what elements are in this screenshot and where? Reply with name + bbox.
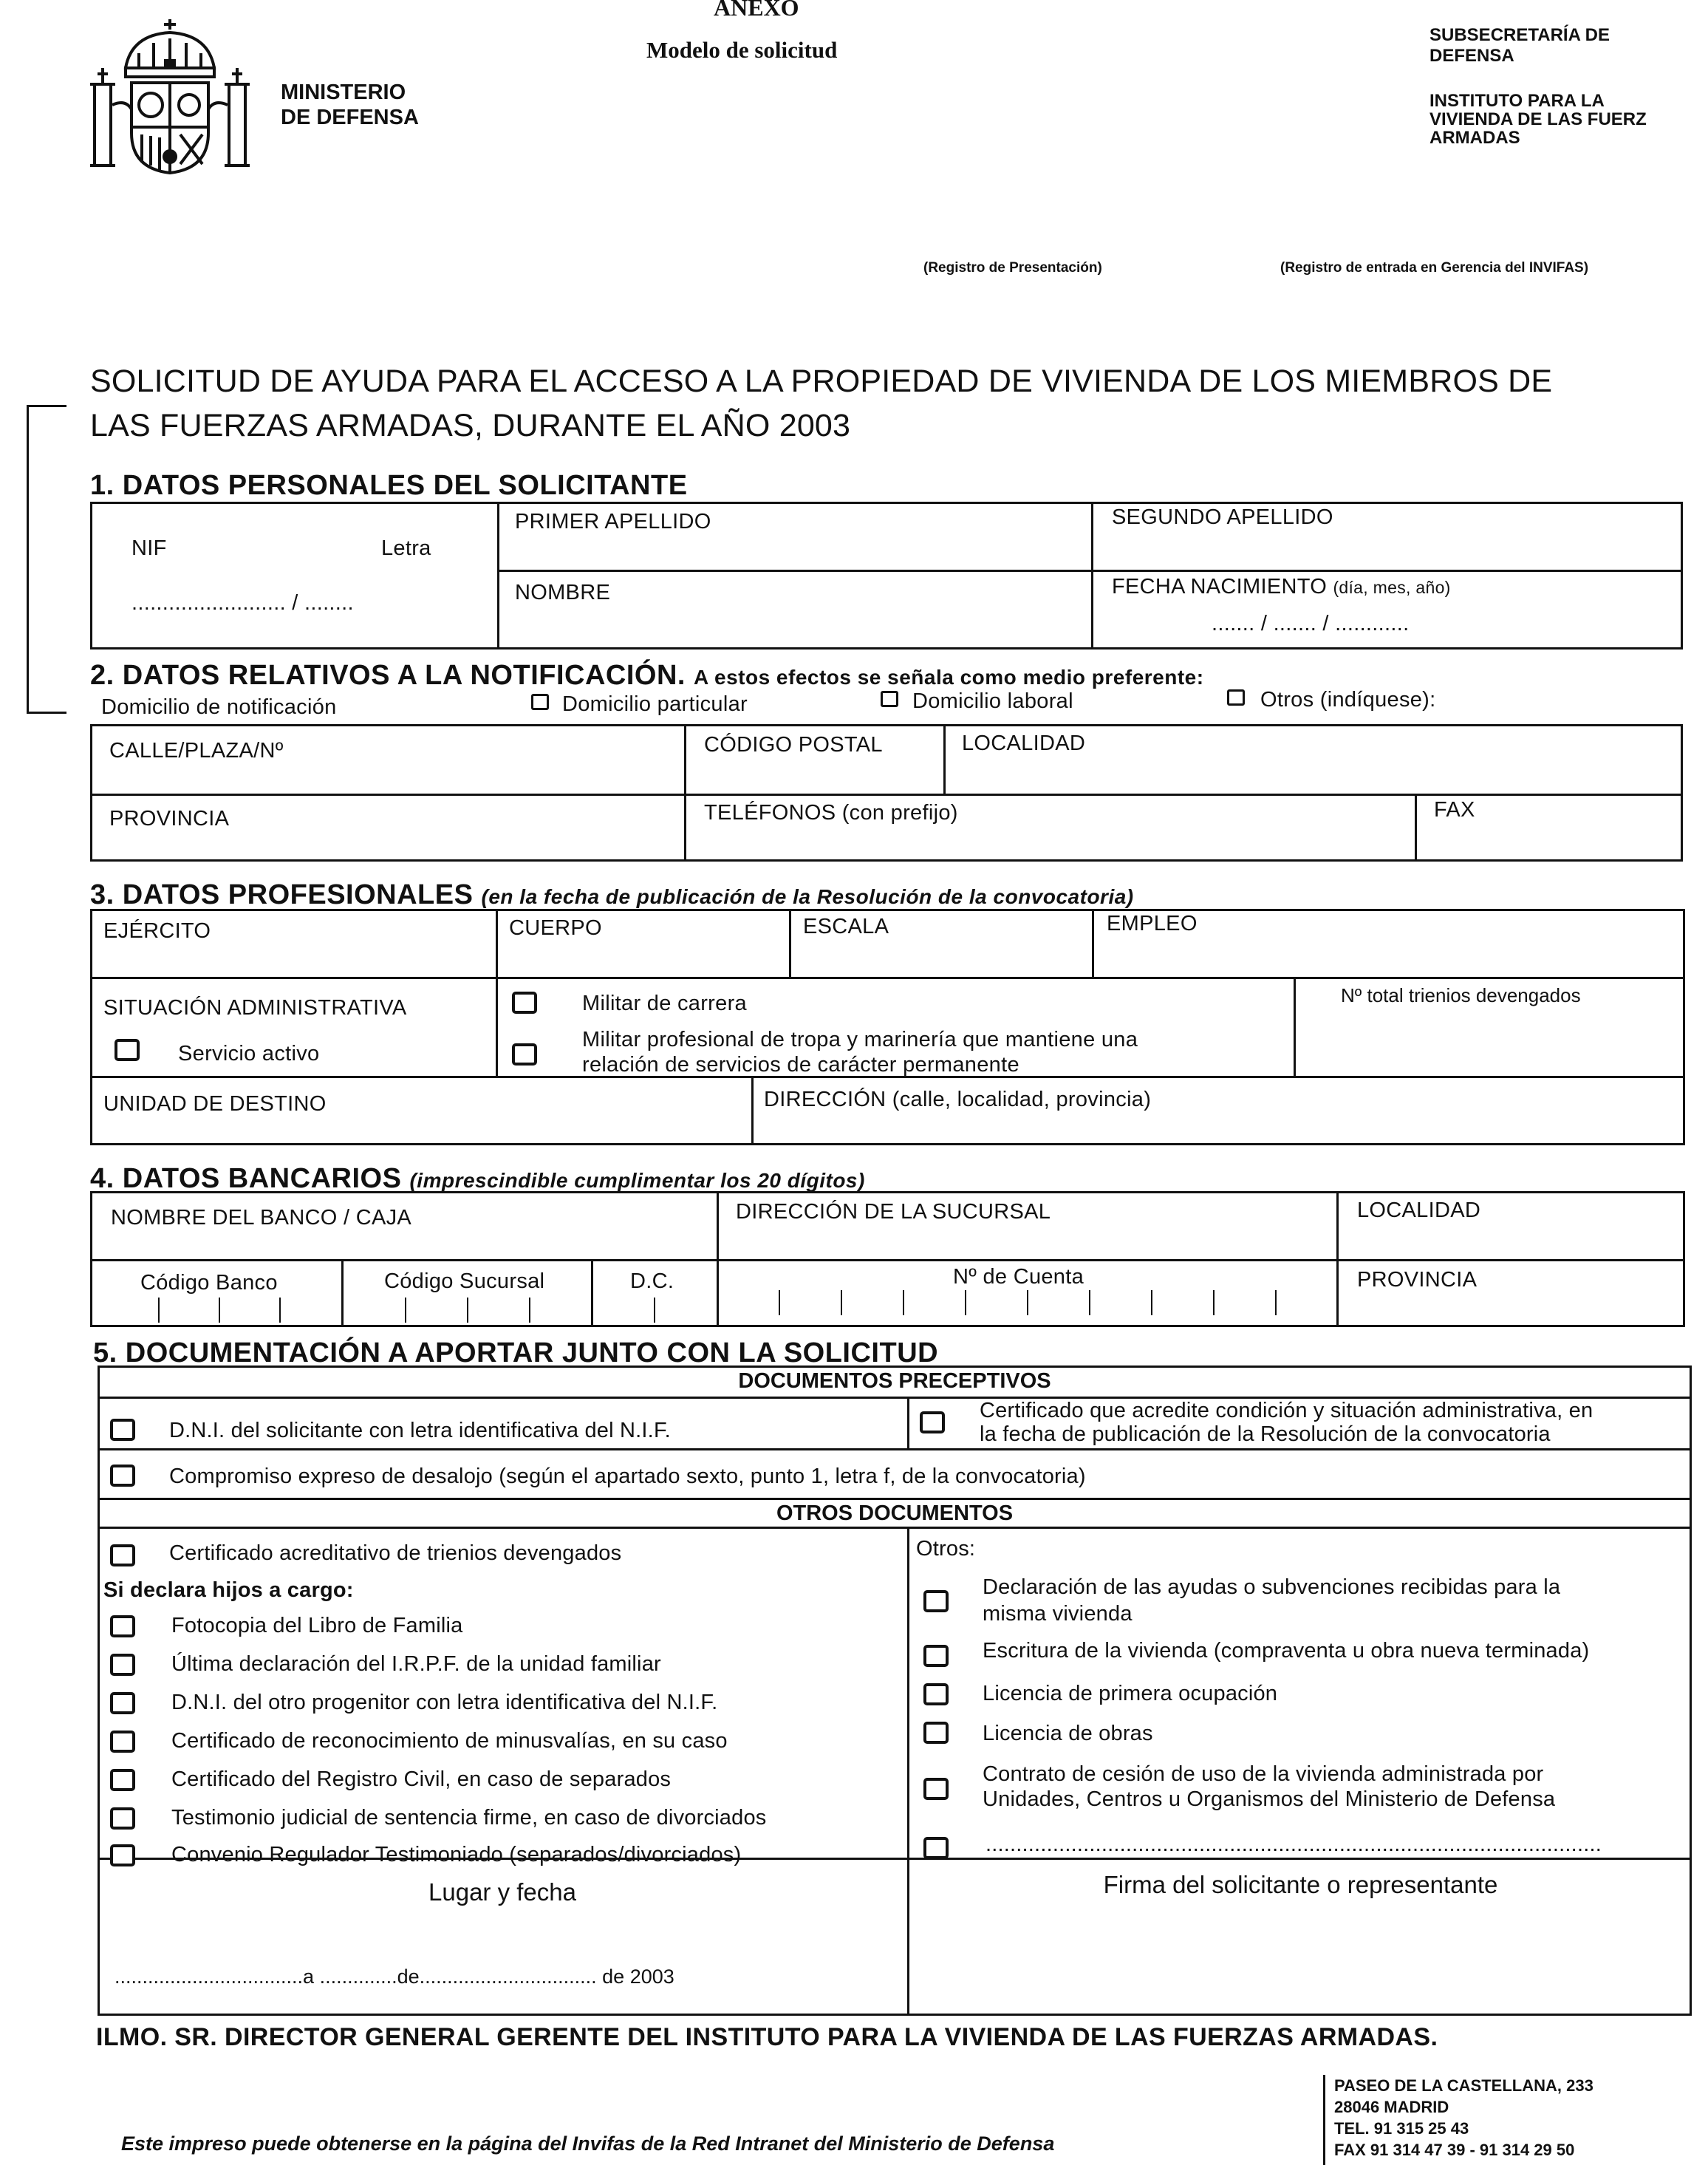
localidad-label: LOCALIDAD [962, 732, 1086, 755]
calle-input[interactable] [92, 766, 682, 792]
codigo-postal-input[interactable] [686, 761, 941, 792]
licencia-obras-checkbox[interactable] [923, 1722, 949, 1744]
trienios-checkbox[interactable] [110, 1544, 135, 1566]
section-3-heading: 3. DATOS PROFESIONALES (en la fecha de publicación de la Resolución de la convocatoria) [90, 879, 1134, 910]
libro-familia-checkbox[interactable] [110, 1615, 135, 1637]
domicilio-notificacion-label: Domicilio de notificación [101, 695, 337, 719]
fax-input[interactable] [1417, 826, 1681, 860]
servicio-activo-checkbox[interactable] [115, 1039, 140, 1061]
declaracion-ayudas-checkbox[interactable] [923, 1590, 949, 1612]
fecha-nacimiento-label: FECHA NACIMIENTO (día, mes, año) [1112, 575, 1451, 599]
contrato-cesion-label: Contrato de cesión de uso de la vivienda administrada por Unidades, Centros u Organismos del Ministerio de Defensa [983, 1762, 1556, 1811]
telefonos-label: TELÉFONOS (con prefijo) [704, 801, 958, 825]
form-title: SOLICITUD DE AYUDA PARA EL ACCESO A LA PROPIEDAD DE VIVIENDA DE LOS MIEMBROS DE LAS FUERZAS ARMADAS, DURANTE EL AÑO 2003 [90, 364, 1553, 443]
trienios-doc-label: Certificado acreditativo de trienios devengados [169, 1541, 622, 1565]
ejercito-input[interactable] [92, 946, 493, 975]
militar-tropa-checkbox[interactable] [512, 1043, 537, 1066]
nif-input[interactable]: ......................... / ........ [131, 591, 354, 615]
domicilio-particular-label: Domicilio particular [562, 692, 748, 716]
libro-familia-label: Fotocopia del Libro de Familia [171, 1614, 463, 1637]
compromiso-label: Compromiso expreso de desalojo (según el apartado sexto, punto 1, letra f, de la convocatoria) [169, 1465, 1086, 1488]
director-label: ILMO. SR. DIRECTOR GENERAL GERENTE DEL INSTITUTO PARA LA VIVIENDA DE LAS FUERZAS ARMADAS. [96, 2023, 1438, 2051]
nif-label: NIF [131, 536, 167, 560]
documentos-preceptivos-heading: DOCUMENTOS PRECEPTIVOS [738, 1369, 1051, 1393]
compromiso-checkbox[interactable] [110, 1465, 135, 1487]
lugar-fecha-label: Lugar y fecha [428, 1878, 576, 1906]
empleo-label: EMPLEO [1107, 912, 1198, 935]
lugar-fecha-input[interactable]: ..................................a ..............de................................ de 2003 [115, 1965, 674, 1988]
domicilio-laboral-label: Domicilio laboral [912, 689, 1073, 713]
direccion-sucursal-label: DIRECCIÓN DE LA SUCURSAL [736, 1200, 1051, 1224]
licencia-ocupacion-label: Licencia de primera ocupación [983, 1682, 1278, 1705]
codigo-banco-input[interactable] [92, 1295, 341, 1325]
irpf-checkbox[interactable] [110, 1654, 135, 1676]
convenio-checkbox[interactable] [110, 1844, 135, 1866]
section-4-heading: 4. DATOS BANCARIOS (imprescindible cumplimentar los 20 dígitos) [90, 1163, 865, 1194]
anexo-label: ANEXO [714, 0, 799, 21]
otros-doc-input[interactable]: ..................................................................................................... [985, 1832, 1602, 1856]
sentencia-label: Testimonio judicial de sentencia firme, en caso de divorciados [171, 1806, 767, 1830]
provincia-label: PROVINCIA [109, 807, 230, 831]
sentencia-checkbox[interactable] [110, 1807, 135, 1830]
ejercito-label: EJÉRCITO [103, 919, 211, 943]
direccion-input[interactable] [754, 1114, 1683, 1143]
trienios-label: Nº total trienios devengados [1341, 984, 1581, 1006]
direccion-sucursal-input[interactable] [719, 1228, 1334, 1258]
letra-label: Letra [381, 536, 431, 560]
unidad-destino-label: UNIDAD DE DESTINO [103, 1092, 327, 1116]
militar-tropa-label: Militar profesional de tropa y marinería que mantiene una relación de servicios de carácter permanente [582, 1028, 1138, 1077]
registro-presentacion-label: (Registro de Presentación) [923, 260, 1102, 276]
section-5-heading: 5. DOCUMENTACIÓN A APORTAR JUNTO CON LA SOLICITUD [93, 1337, 939, 1368]
fecha-nacimiento-input[interactable]: ....... / ....... / ............ [1212, 612, 1410, 635]
section-1-heading: 1. DATOS PERSONALES DEL SOLICITANTE [90, 470, 688, 501]
militar-carrera-label: Militar de carrera [582, 992, 747, 1015]
licencia-ocupacion-checkbox[interactable] [923, 1683, 949, 1705]
otros-doc-checkbox[interactable] [923, 1837, 949, 1859]
escritura-label: Escritura de la vivienda (compraventa u obra nueva terminada) [983, 1639, 1590, 1663]
address-block: PASEO DE LA CASTELLANA, 233 28046 MADRID TEL. 91 315 25 43 FAX 91 314 47 39 - 91 314 29 50 [1334, 2076, 1593, 2159]
provincia-input[interactable] [92, 833, 682, 860]
unidad-destino-input[interactable] [92, 1119, 749, 1143]
otros-checkbox[interactable] [1227, 689, 1245, 706]
calle-label: CALLE/PLAZA/Nº [109, 739, 284, 763]
codigo-postal-label: CÓDIGO POSTAL [704, 733, 883, 757]
empleo-input[interactable] [1094, 940, 1683, 975]
nombre-label: NOMBRE [515, 581, 611, 604]
otros-doc-label: Otros: [916, 1537, 976, 1561]
si-hijos-label: Si declara hijos a cargo: [103, 1578, 354, 1602]
registro-civil-label: Certificado del Registro Civil, en caso de separados [171, 1767, 672, 1791]
minusvalias-label: Certificado de reconocimiento de minusvalías, en su caso [171, 1729, 728, 1753]
nombre-banco-label: NOMBRE DEL BANCO / CAJA [111, 1206, 412, 1230]
firma-label: Firma del solicitante o representante [1103, 1871, 1498, 1898]
primer-apellido-input[interactable] [499, 536, 1089, 567]
otros-documentos-heading: OTROS DOCUMENTOS [776, 1501, 1014, 1525]
certificado-situacion-label: Certificado que acredite condición y situación administrativa, en la fecha de publicación de la Resolución de la convocatoria [980, 1399, 1593, 1446]
codigo-banco-label: Código Banco [140, 1271, 278, 1295]
localidad-banco-label: LOCALIDAD [1357, 1199, 1481, 1222]
trienios-input[interactable] [1296, 1014, 1683, 1074]
domicilio-particular-checkbox[interactable] [531, 694, 549, 710]
servicio-activo-label: Servicio activo [178, 1042, 320, 1066]
section-2-heading: 2. DATOS RELATIVOS A LA NOTIFICACIÓN. A estos efectos se señala como medio preferente: [90, 660, 1204, 691]
certificado-situacion-checkbox[interactable] [920, 1411, 945, 1433]
cuerpo-label: CUERPO [509, 916, 602, 940]
nombre-banco-input[interactable] [92, 1232, 714, 1258]
coat-of-arms-logo [87, 16, 253, 180]
firma-area[interactable] [910, 1906, 1690, 2014]
dni-progenitor-label: D.N.I. del otro progenitor con letra identificativa del N.I.F. [171, 1691, 718, 1714]
instituto-label: INSTITUTO PARA LA VIVIENDA DE LAS FUERZ ARMADAS [1429, 92, 1647, 147]
fax-label: FAX [1434, 798, 1475, 822]
codigo-sucursal-label: Código Sucursal [384, 1269, 545, 1293]
domicilio-laboral-checkbox[interactable] [881, 691, 898, 707]
subsecretaria-label: SUBSECRETARÍA DE DEFENSA [1429, 25, 1610, 66]
militar-carrera-checkbox[interactable] [512, 992, 537, 1014]
situacion-administrativa-label: SITUACIÓN ADMINISTRATIVA [103, 996, 407, 1020]
licencia-obras-label: Licencia de obras [983, 1722, 1153, 1745]
localidad-input[interactable] [946, 760, 1681, 792]
convenio-label: Convenio Regulador Testimoniado (separados/divorciados) [171, 1843, 742, 1866]
ministerio-label: MINISTERIO DE DEFENSA [281, 81, 419, 129]
segundo-apellido-label: SEGUNDO APELLIDO [1112, 505, 1333, 529]
provincia-banco-input[interactable] [1339, 1295, 1683, 1325]
minusvalias-checkbox[interactable] [110, 1731, 135, 1753]
dc-label: D.C. [630, 1269, 674, 1293]
direccion-label: DIRECCIÓN (calle, localidad, provincia) [764, 1088, 1152, 1111]
localidad-banco-input[interactable] [1339, 1225, 1683, 1258]
dni-progenitor-checkbox[interactable] [110, 1692, 135, 1714]
left-bracket [27, 405, 66, 714]
segundo-apellido-input[interactable] [1093, 535, 1681, 567]
nombre-input[interactable] [499, 610, 1089, 647]
dni-checkbox[interactable] [110, 1419, 135, 1441]
registro-civil-checkbox[interactable] [110, 1769, 135, 1791]
cuerpo-input[interactable] [498, 943, 787, 975]
escritura-checkbox[interactable] [923, 1645, 949, 1667]
primer-apellido-label: PRIMER APELLIDO [515, 510, 711, 533]
escala-label: ESCALA [803, 915, 889, 938]
otros-label: Otros (indíquese): [1260, 688, 1436, 712]
modelo-label: Modelo de solicitud [646, 37, 838, 63]
registro-entrada-label: (Registro de entrada en Gerencia del INVIFAS) [1280, 260, 1589, 276]
dni-label: D.N.I. del solicitante con letra identificativa del N.I.F. [169, 1419, 671, 1442]
declaracion-ayudas-label: Declaración de las ayudas o subvenciones recibidas para la misma vivienda [983, 1575, 1561, 1626]
escala-input[interactable] [791, 941, 1090, 975]
telefonos-input[interactable] [686, 829, 1412, 860]
provincia-banco-label: PROVINCIA [1357, 1268, 1478, 1292]
intranet-note: Este impreso puede obtenerse en la página del Invifas de la Red Intranet del Ministerio de Defensa [121, 2132, 1055, 2155]
irpf-label: Última declaración del I.R.P.F. de la unidad familiar [171, 1652, 661, 1676]
numero-cuenta-label: Nº de Cuenta [953, 1265, 1084, 1289]
contrato-cesion-checkbox[interactable] [923, 1778, 949, 1800]
